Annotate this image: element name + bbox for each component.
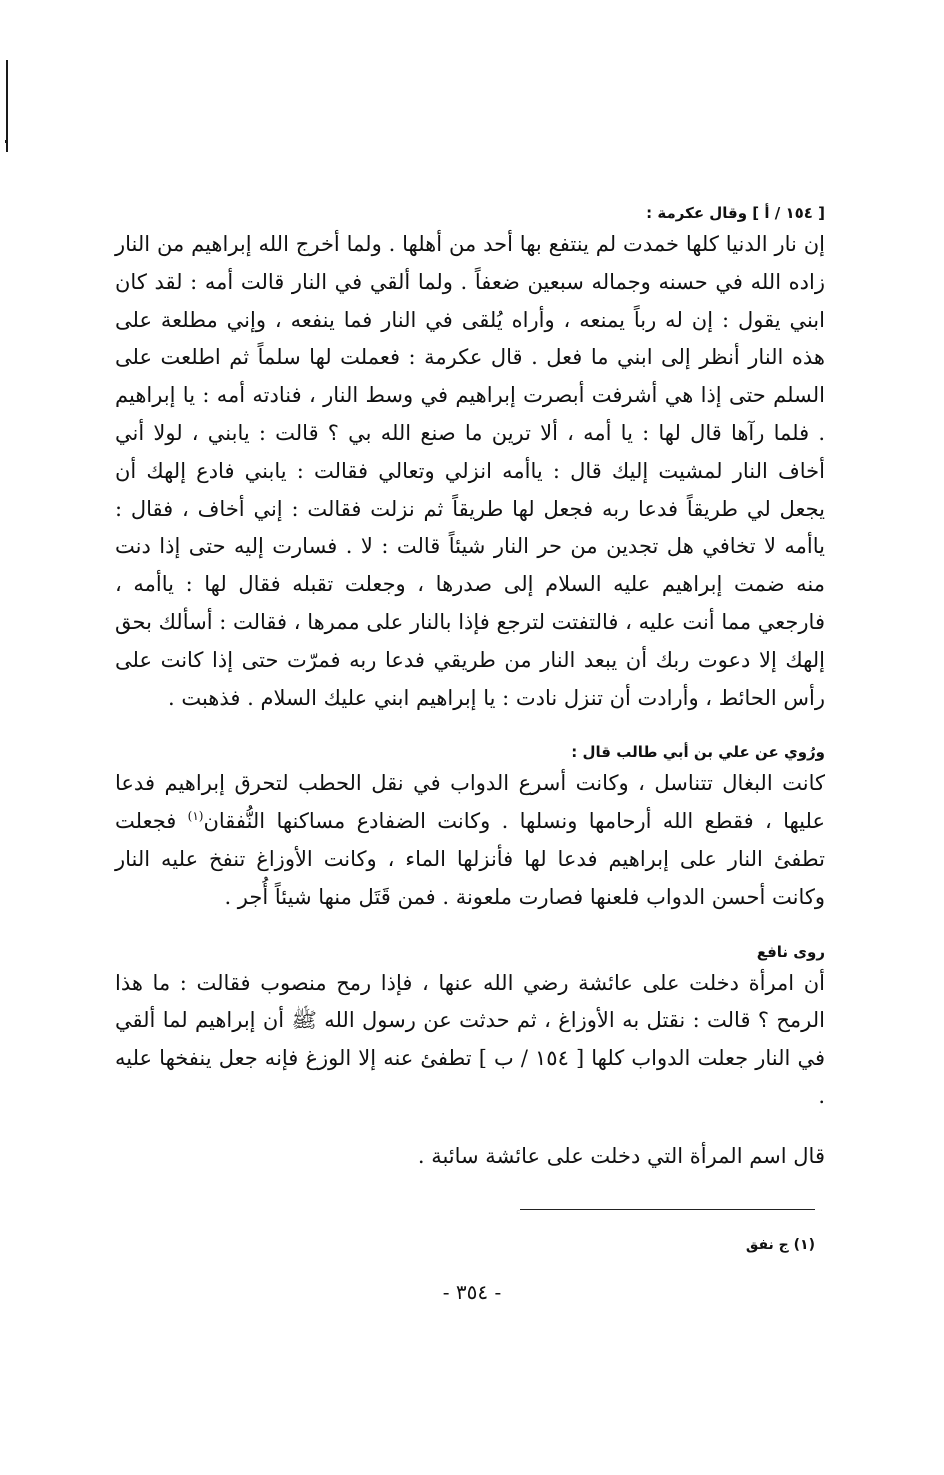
section-paragraph (115, 765, 825, 916)
section-heading: [ ١٥٤ / أ ] وقال عكرمة : (646, 204, 825, 222)
page-number: - ٣٥٤ - (442, 1280, 502, 1304)
footnote-divider (520, 1209, 815, 1210)
section-ali (115, 739, 825, 916)
section-ikrimah (115, 200, 825, 717)
paragraph-text: فجعلت تطفئ النار على إبراهيم فدعا لها فأنزلها الماء ، وكانت الأوزاغ تنفخ عليه النار وكانت أحسن الدواب فلعنها فصارت ملعونة . فمن قَتَل منها شيئاً أُجر . (115, 809, 825, 909)
section-paragraph: قال اسم المرأة التي دخلت على عائشة سائبة . (417, 1143, 825, 1168)
section-heading: روى نافع (756, 942, 825, 961)
section-paragraph: أن امرأة دخلت على عائشة رضي الله عنها ، فإذا رمح منصوب فقالت : ما هذا الرمح ؟ قالت : نقتل به الأوزاغ ، ثم حدثت عن رسول الله ﷺ أن إبراهيم لما ألقي في النار جعلت الدواب كلها [ ١٥٤ / ب ] تطفئ عنه إلا الوزغ فإنه جعل ينفخها عليه . (115, 970, 825, 1108)
footnote-reference: (١) (187, 809, 204, 824)
paragraph-text: كانت البغال تتناسل ، وكانت أسرع الدواب في نقل الحطب لتحرق إبراهيم فدعا عليها ، فقطع الله أرحامها ونسلها . وكانت الضفادع مساكنها النُّفقان (115, 771, 825, 834)
section-nafi (115, 939, 825, 1116)
section-paragraph: إن نار الدنيا كلها خمدت لم ينتفع بها أحد من أهلها . ولما أخرج الله إبراهيم من النار زاده الله في حسنه وجماله سبعين ضعفاً . ولما ألقي في النار قالت أمه : لقد كان ابني يقول : إن له رباً يمنعه ، وأراه يُلقى في النار فما ينفعه ، وإني مطلعة على هذه النار أنظر إلى ابني ما فعل . قال عكرمة : فعملت لها سلماً ثم اطلعت على السلم حتى إذا هي أشرفت أبصرت إبراهيم في وسط النار ، فنادته أمه : يا إبراهيم . فلما رآها قال لها : يا أمه ، ألا ترين ما صنع الله بي ؟ قالت : يابني ، لولا أني أخاف النار لمشيت إليك قال : ياأمه انزلي وتعالي فقالت : يابني فادع إلهك أن يجعل لي طريقاً فدعا ربه فجعل لها طريقاً ثم نزلت فقالت : إني أخاف ، فقال : ياأمه لا تخافي هل تجدين من حر النار شيئاً قالت : لا . فسارت إليه حتى إذا دنت منه ضمت إبراهيم عليه السلام إلى صدرها ، وجعلت تقبله فقال لها : ياأمه ، فارجعي مما أنت عليه ، فالتفتت لترجع فإذا بالنار على ممرها ، فقالت : أسألك بحق إلهك إلا دعوت ربك أن يبعد النار من طريقي فدعا ربه فمرّت حتى إذا كانت على رأس الحائط ، وأرادت أن تنزل نادت : يا إبراهيم ابني عليك السلام . فذهبت . (115, 232, 825, 710)
page-edge-mark (6, 60, 8, 152)
page-body (115, 200, 825, 1176)
footnote: (١) ج نفق (745, 1237, 815, 1253)
section-heading: ورُوي عن علي بن أبي طالب قال : (571, 743, 825, 762)
section-closing (115, 1138, 825, 1176)
page-edge-dot (5, 140, 8, 143)
